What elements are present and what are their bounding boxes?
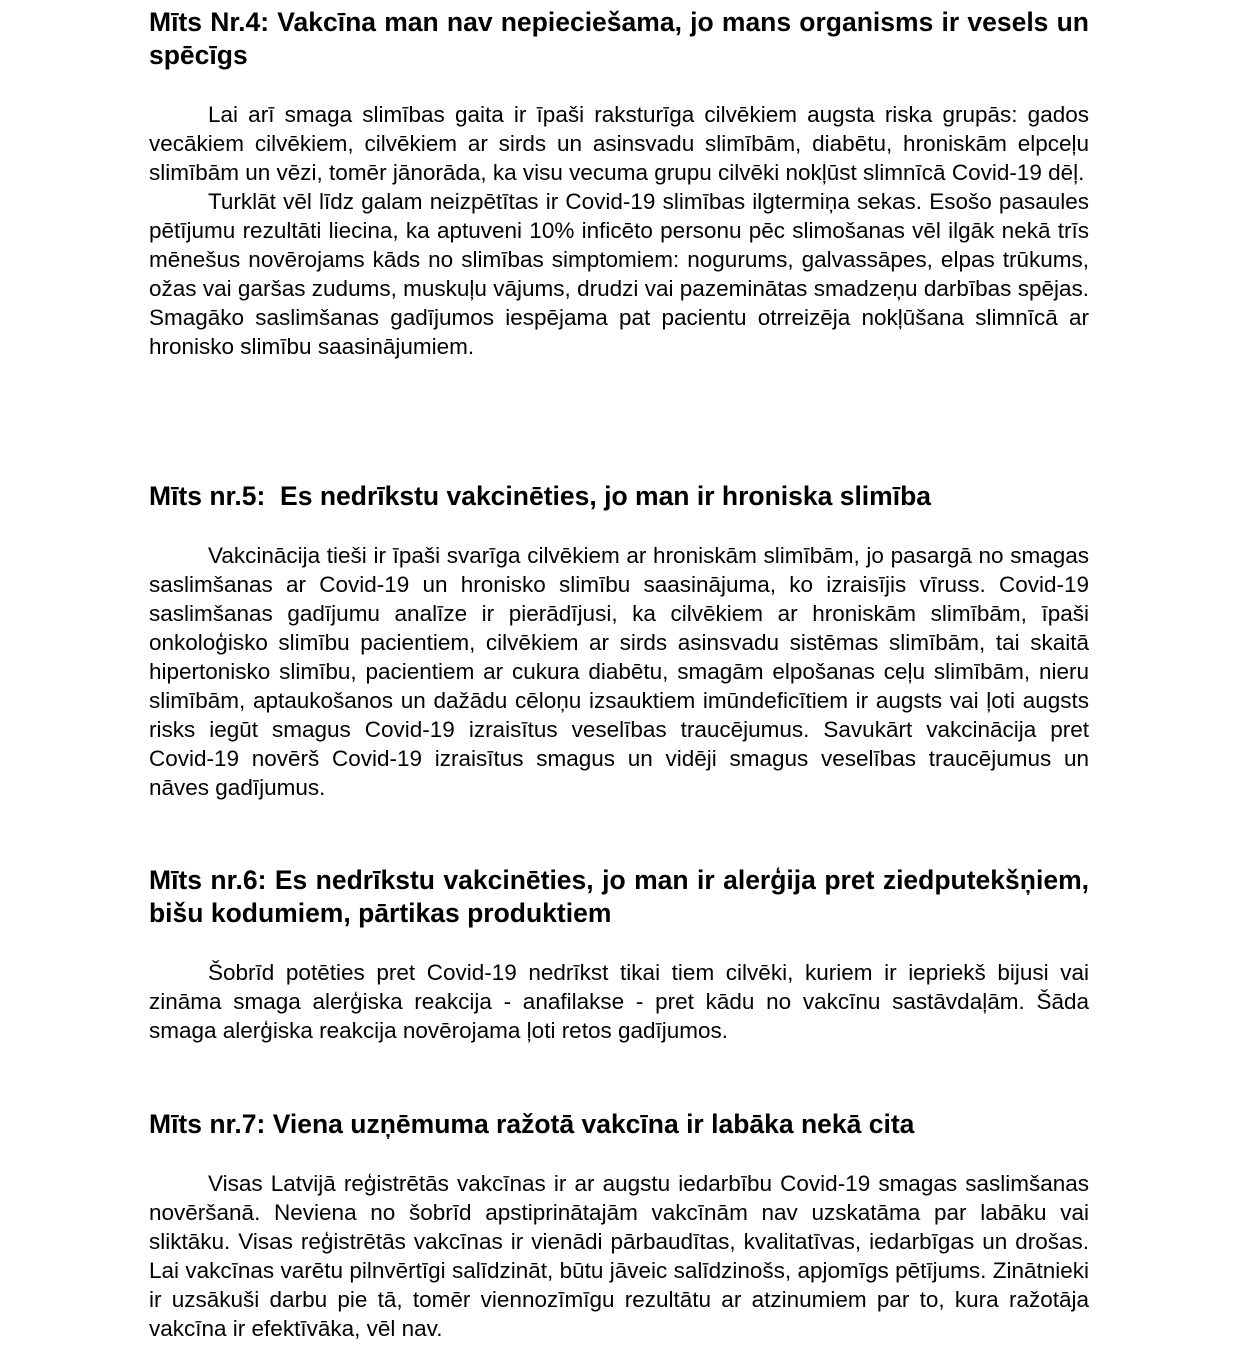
myth-4-section (149, 6, 1089, 361)
myth-5-paragraph-1: Vakcinācija tieši ir īpaši svarīga cilvēkiem ar hroniskām slimībām, jo pasargā no smagas saslimšanas ar Covid-19 un hronisko slimību saasinājuma, ko izraisījis vīruss. Covid-19 saslimšanas gadījumu analīze ir pierādījusi, ka cilvēkiem ar hroniskām slimībām, īpaši onkoloģisko slimību pacientiem, cilvēkiem ar sirds asinsvadu sistēmas slimībām, tai skaitā hipertonisko slimību, pacientiem ar cukura diabētu, smagām elpošanas ceļu slimībām, nieru slimībām, aptaukošanos un dažādu cēloņu izsauktiem imūndeficītiem ir augsts vai ļoti augsts risks iegūt smagus Covid-19 izraisītus veselības traucējumus. Savukārt vakcinācija pret Covid-19 novērš Covid-19 izraisītus smagus un vidēji smagus veselības traucējumus un nāves gadījumus. (149, 543, 1089, 800)
myth-4-paragraph-2: Turklāt vēl līdz galam neizpētītas ir Covid-19 slimības ilgtermiņa sekas. Esošo pasaules pētījumu rezultāti liecina, ka aptuveni 10% inficēto personu pēc slimošanas vēl ilgāk nekā trīs mēnešus novērojams kāds no slimības simptomiem: nogurums, galvassāpes, elpas trūkums, ožas vai garšas zudums, muskuļu vājums, drudzi vai pazeminātas smadzeņu darbības spējas. Smagāko saslimšanas gadījumos iespējama pat pacientu otrreizēja nokļūšana slimnīcā ar hronisko slimību saasinājumiem. (149, 189, 1089, 359)
myth-4-heading: Mīts Nr.4: Vakcīna man nav nepieciešama, jo mans organisms ir vesels un spēcīgs (149, 7, 1089, 70)
myth-7-paragraph-1: Visas Latvijā reģistrētās vakcīnas ir ar augstu iedarbību Covid-19 smagas saslimšanas novēršanā. Neviena no šobrīd apstiprinātajām vakcīnām nav uzskatāma par labāku vai sliktāku. Visas reģistrētās vakcīnas ir vienādi pārbaudītas, kvalitatīvas, iedarbīgas un drošas. Lai vakcīnas varētu pilnvērtīgi salīdzināt, būtu jāveic salīdzinošs, apjomīgs pētījums. Zinātnieki ir uzsākuši darbu pie tā, tomēr viennozīmīgu rezultātu ar atzinumiem par to, kura ražotāja vakcīna ir efektīvāka, vēl nav. (149, 1171, 1089, 1341)
myth-6-paragraph-1: Šobrīd potēties pret Covid-19 nedrīkst tikai tiem cilvēki, kuriem ir iepriekš bijusi vai zināma smaga alerģiska reakcija - anafilakse - pret kādu no vakcīnu sastāvdaļām. Šāda smaga alerģiska reakcija novērojama ļoti retos gadījumos. (149, 960, 1089, 1043)
myth-6-heading: Mīts nr.6: Es nedrīkstu vakcinēties, jo man ir alerģija pret ziedputekšņiem, bišu kodumiem, pārtikas produktiem (149, 865, 1089, 928)
myth-7-heading: Mīts nr.7: Viena uzņēmuma ražotā vakcīna ir labāka nekā cita (149, 1109, 915, 1139)
myth-5-heading: Mīts nr.5: Es nedrīkstu vakcinēties, jo man ir hroniska slimība (149, 481, 932, 511)
myth-7-section (149, 1108, 1089, 1343)
myth-4-paragraph-1: Lai arī smaga slimības gaita ir īpaši raksturīga cilvēkiem augsta riska grupās: gados vecākiem cilvēkiem, cilvēkiem ar sirds un asinsvadu slimībām, diabētu, hroniskām elpceļu slimībām un vēzi, tomēr jānorāda, ka visu vecuma grupu cilvēki nokļūst slimnīcā Covid-19 dēļ. (149, 102, 1089, 185)
myth-5-section (149, 480, 1089, 802)
myth-6-section (149, 864, 1089, 1045)
